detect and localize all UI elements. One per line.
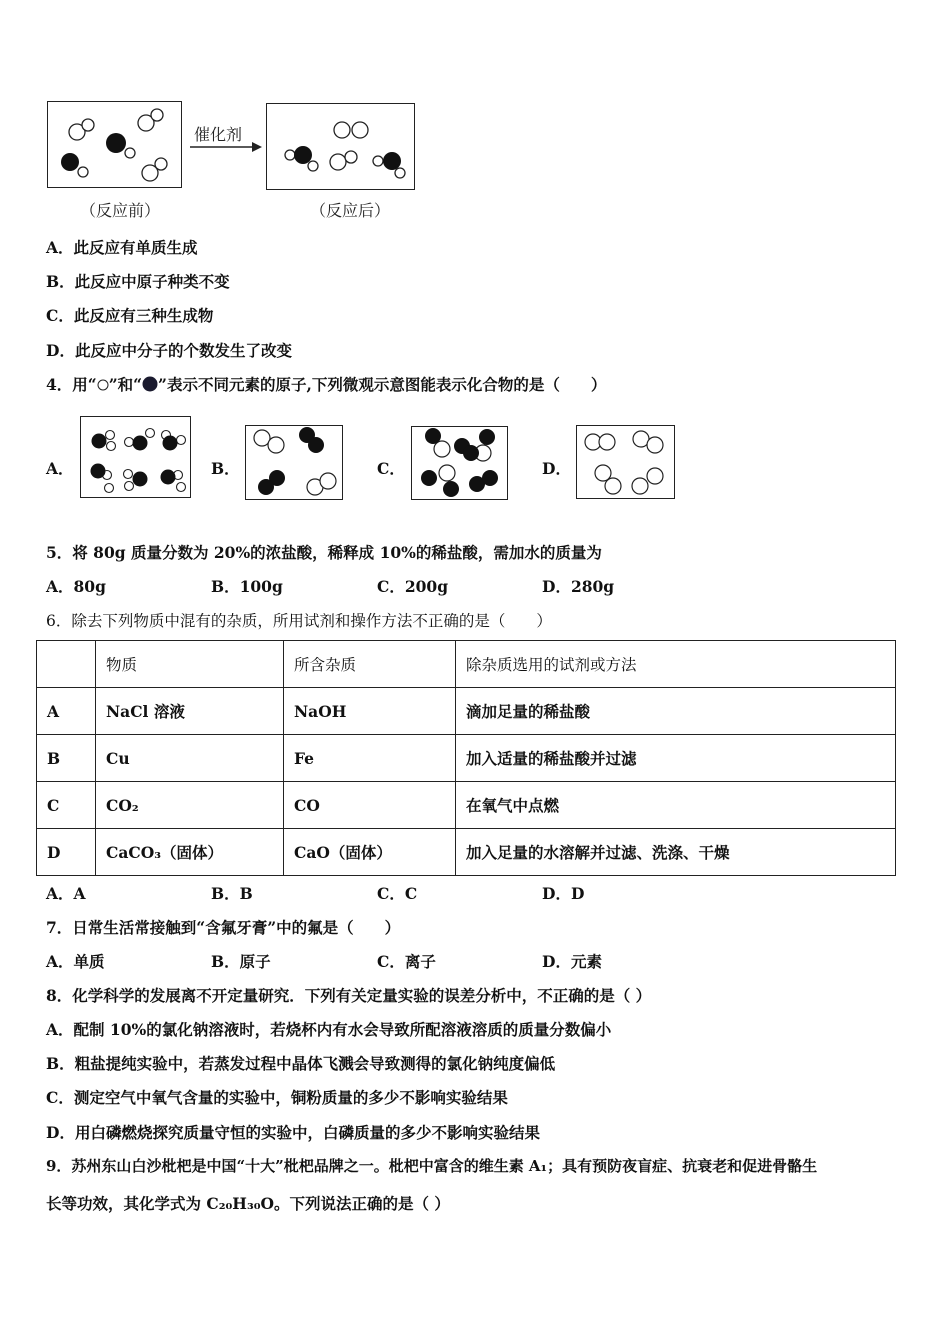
q7-option-a: A．单质 — [46, 952, 105, 971]
q4-label-b: B． — [211, 459, 240, 478]
white-atom — [151, 109, 163, 121]
q9-line1: 9．苏州东山白沙枇杷是中国“十大”枇杷品牌之一。枇杷中富含的维生素 A₁；具有预防夜盲症、抗衰老和促进骨骼生 — [46, 1157, 818, 1175]
black-atom — [383, 152, 401, 170]
table-cell: Fe — [284, 735, 456, 782]
q7-option-d: D．元素 — [542, 952, 602, 971]
white-atom — [308, 161, 318, 171]
q6-option-d: D．D — [542, 884, 585, 903]
q4-label-c: C． — [377, 459, 405, 478]
q8-option-d: D．用白磷燃烧探究质量守恒的实验中，白磷质量的多少不影响实验结果 — [46, 1123, 540, 1142]
q8-option-c: C．测定空气中氧气含量的实验中，铜粉质量的多少不影响实验结果 — [46, 1088, 508, 1107]
reaction-arrow — [188, 140, 264, 154]
table-row — [37, 782, 896, 829]
q5-option-d: D．280g — [542, 577, 615, 596]
q3-option-c: C．此反应有三种生成物 — [46, 306, 214, 325]
white-atom — [78, 167, 88, 177]
table-cell: D — [37, 829, 96, 876]
white-atom — [125, 148, 135, 158]
q4-molecules-b — [245, 425, 345, 503]
white-atom — [155, 158, 167, 170]
table-cell: 在氧气中点燃 — [456, 782, 896, 829]
white-atom — [345, 151, 357, 163]
table-cell: 加入适量的稀盐酸并过滤 — [456, 735, 896, 782]
q5-stem: 5．将 80g 质量分数为 20%的浓盐酸，稀释成 10%的稀盐酸，需加水的质量为 — [46, 543, 602, 562]
before-caption: （反应前） — [80, 201, 161, 220]
after-caption: （反应后） — [310, 201, 391, 220]
table-cell: NaCl 溶液 — [96, 688, 284, 735]
table-cell: NaOH — [284, 688, 456, 735]
white-atom — [352, 122, 368, 138]
black-atom — [61, 153, 79, 171]
table-cell: CaCO₃（固体） — [96, 829, 284, 876]
table-header-cell: 除杂质选用的试剂或方法 — [456, 641, 896, 688]
q9-line2: 长等功效，其化学式为 C₂₀H₃₀O。下列说法正确的是（ ） — [46, 1194, 450, 1213]
q8-option-a: A．配制 10%的氯化钠溶液时，若烧杯内有水会导致所配溶液溶质的质量分数偏小 — [46, 1020, 612, 1039]
q6-option-c: C．C — [377, 884, 418, 903]
q5-option-c: C．200g — [377, 577, 449, 596]
q5-option-b: B．100g — [211, 577, 283, 596]
white-atom — [395, 168, 405, 178]
black-atom-icon — [142, 376, 158, 392]
q4-stem-part1: 4．用“ — [46, 375, 97, 394]
q3-option-a: A．此反应有单质生成 — [46, 238, 198, 257]
table-cell: C — [37, 782, 96, 829]
table-cell: A — [37, 688, 96, 735]
q6-option-b: B．B — [211, 884, 253, 903]
table-header-cell: 物质 — [96, 641, 284, 688]
q6-option-a: A．A — [46, 884, 86, 903]
black-atom — [294, 146, 312, 164]
q4-stem-part2: ”和“ — [108, 375, 143, 394]
q7-option-b: B．原子 — [211, 952, 271, 971]
q3-option-b: B．此反应中原子种类不变 — [46, 272, 230, 291]
table-cell: 滴加足量的稀盐酸 — [456, 688, 896, 735]
white-atom-icon — [97, 379, 109, 391]
table-header-row — [37, 641, 896, 688]
q8-option-b: B．粗盐提纯实验中，若蒸发过程中晶体飞溅会导致测得的氯化钠纯度偏低 — [46, 1054, 556, 1073]
table-cell: 加入足量的水溶解并过滤、洗涤、干燥 — [456, 829, 896, 876]
q3-option-d: D．此反应中分子的个数发生了改变 — [46, 341, 292, 360]
q4-stem — [46, 373, 606, 395]
q6-table — [36, 640, 896, 876]
q7-option-c: C．离子 — [377, 952, 436, 971]
table-cell: CaO（固体） — [284, 829, 456, 876]
white-atom — [285, 150, 295, 160]
table-cell: CO — [284, 782, 456, 829]
q4-molecules-c — [411, 426, 511, 502]
table-header-cell: 所含杂质 — [284, 641, 456, 688]
table-cell: CO₂ — [96, 782, 284, 829]
q6-stem: 6．除去下列物质中混有的杂质，所用试剂和操作方法不正确的是（ ） — [46, 612, 552, 630]
q4-stem-part3: ”表示不同元素的原子,下列微观示意图能表示化合物的是（ ） — [158, 375, 607, 394]
table-header-cell — [37, 641, 96, 688]
q5-option-a: A．80g — [46, 577, 106, 596]
white-atom — [82, 119, 94, 131]
table-cell: B — [37, 735, 96, 782]
q4-molecules-a — [80, 416, 192, 500]
white-atom — [373, 156, 383, 166]
white-atom — [334, 122, 350, 138]
q4-label-d: D． — [542, 459, 571, 478]
table-row — [37, 688, 896, 735]
after-molecules — [266, 103, 416, 191]
white-atom — [330, 154, 346, 170]
q4-label-a: A． — [46, 459, 74, 478]
black-atom — [106, 133, 126, 153]
before-molecules — [47, 101, 183, 189]
q4-molecules-d — [576, 425, 676, 501]
table-cell: Cu — [96, 735, 284, 782]
catalyst-label: 催化剂 — [194, 125, 243, 144]
q7-stem: 7．日常生活常接触到“含氟牙膏”中的氟是（ ） — [46, 918, 401, 937]
q8-stem: 8．化学科学的发展离不开定量研究．下列有关定量实验的误差分析中，不正确的是（ ） — [46, 986, 652, 1005]
table-row — [37, 735, 896, 782]
table-row — [37, 829, 896, 876]
